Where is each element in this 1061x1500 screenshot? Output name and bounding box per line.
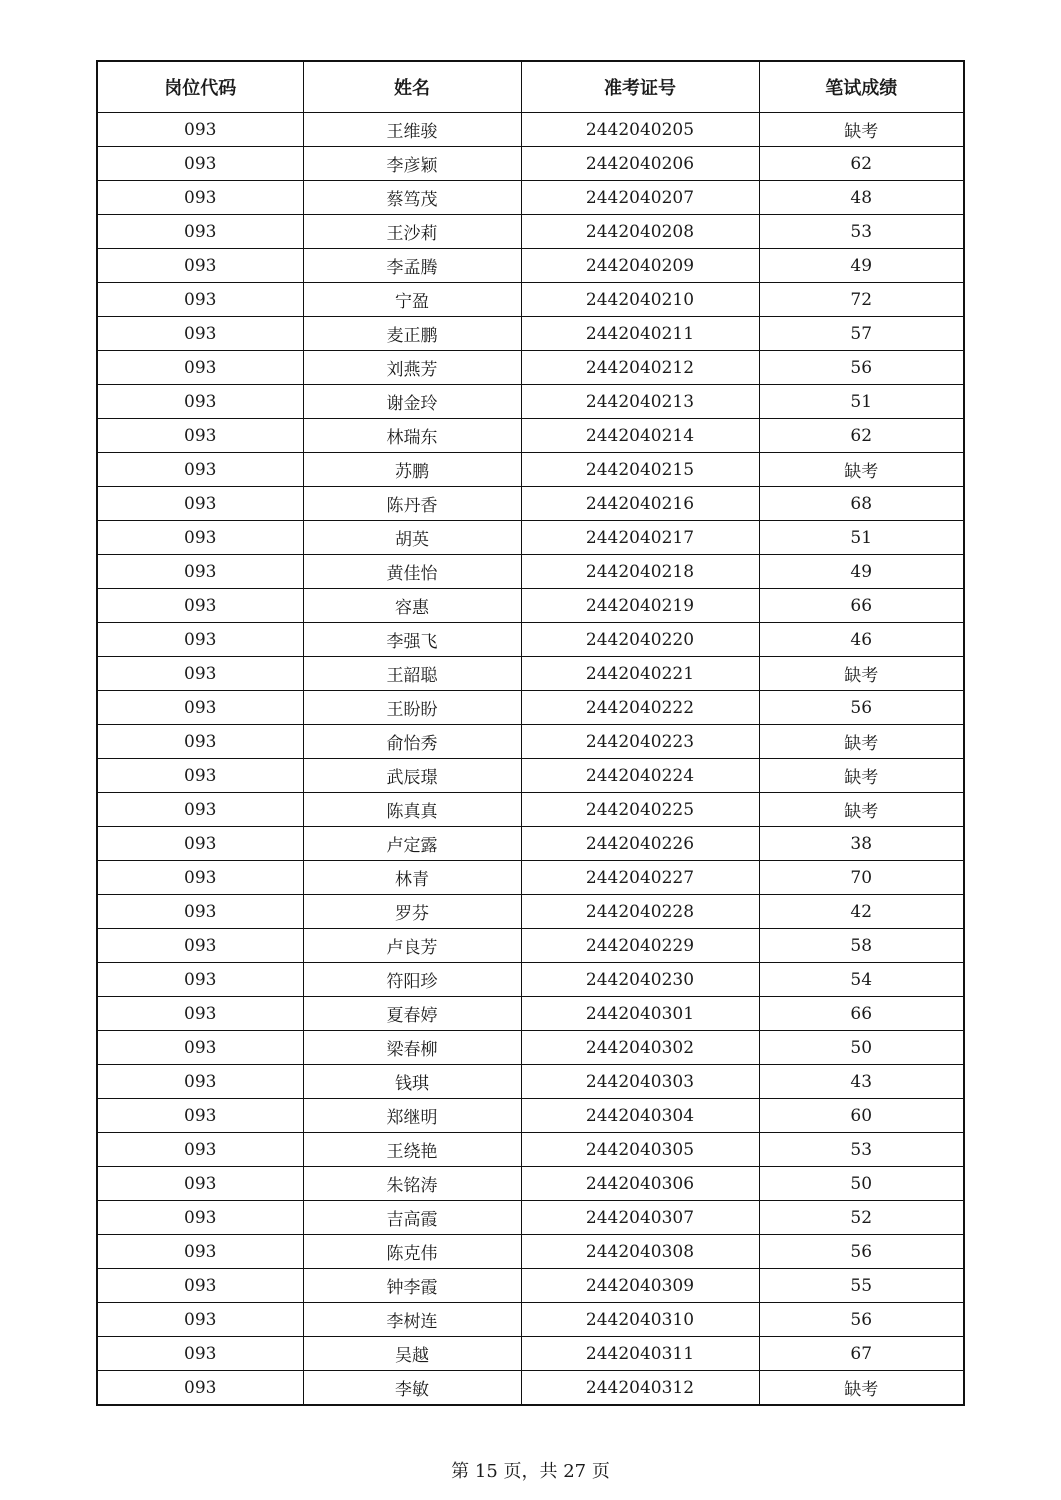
cell-name: 王沙莉 [303, 215, 521, 249]
cell-admission-number: 2442040310 [521, 1303, 759, 1337]
cell-position-code: 093 [97, 453, 303, 487]
cell-written-score: 66 [759, 997, 964, 1031]
table-row [97, 793, 964, 827]
cell-admission-number: 2442040229 [521, 929, 759, 963]
cell-admission-number: 2442040215 [521, 453, 759, 487]
table-row [97, 929, 964, 963]
cell-written-score: 38 [759, 827, 964, 861]
table-body [97, 113, 964, 1406]
cell-written-score: 50 [759, 1031, 964, 1065]
cell-admission-number: 2442040212 [521, 351, 759, 385]
cell-name: 夏春婷 [303, 997, 521, 1031]
table-row [97, 895, 964, 929]
table-row [97, 351, 964, 385]
cell-position-code: 093 [97, 1031, 303, 1065]
cell-position-code: 093 [97, 1099, 303, 1133]
cell-written-score: 51 [759, 385, 964, 419]
cell-position-code: 093 [97, 929, 303, 963]
cell-name: 麦正鹏 [303, 317, 521, 351]
cell-name: 陈克伟 [303, 1235, 521, 1269]
header-position-code: 岗位代码 [97, 61, 303, 113]
table-row [97, 249, 964, 283]
cell-position-code: 093 [97, 215, 303, 249]
cell-name: 卢良芳 [303, 929, 521, 963]
cell-position-code: 093 [97, 1337, 303, 1371]
cell-position-code: 093 [97, 759, 303, 793]
cell-written-score: 60 [759, 1099, 964, 1133]
cell-name: 容惠 [303, 589, 521, 623]
table-row [97, 317, 964, 351]
cell-admission-number: 2442040211 [521, 317, 759, 351]
cell-name: 陈真真 [303, 793, 521, 827]
cell-written-score: 53 [759, 1133, 964, 1167]
cell-position-code: 093 [97, 1371, 303, 1406]
cell-position-code: 093 [97, 861, 303, 895]
cell-position-code: 093 [97, 963, 303, 997]
cell-position-code: 093 [97, 827, 303, 861]
cell-name: 李敏 [303, 1371, 521, 1406]
cell-name: 李树连 [303, 1303, 521, 1337]
cell-written-score: 68 [759, 487, 964, 521]
cell-admission-number: 2442040220 [521, 623, 759, 657]
cell-written-score: 51 [759, 521, 964, 555]
cell-admission-number: 2442040209 [521, 249, 759, 283]
table-row [97, 521, 964, 555]
cell-written-score: 缺考 [759, 1371, 964, 1406]
cell-written-score: 72 [759, 283, 964, 317]
cell-admission-number: 2442040230 [521, 963, 759, 997]
cell-admission-number: 2442040205 [521, 113, 759, 147]
cell-admission-number: 2442040312 [521, 1371, 759, 1406]
cell-admission-number: 2442040214 [521, 419, 759, 453]
cell-name: 刘燕芳 [303, 351, 521, 385]
table-row [97, 1167, 964, 1201]
table-row [97, 113, 964, 147]
cell-name: 黄佳怡 [303, 555, 521, 589]
cell-position-code: 093 [97, 1133, 303, 1167]
cell-position-code: 093 [97, 1201, 303, 1235]
cell-written-score: 56 [759, 691, 964, 725]
cell-name: 符阳珍 [303, 963, 521, 997]
cell-position-code: 093 [97, 895, 303, 929]
cell-name: 苏鹏 [303, 453, 521, 487]
cell-admission-number: 2442040228 [521, 895, 759, 929]
cell-admission-number: 2442040218 [521, 555, 759, 589]
cell-admission-number: 2442040219 [521, 589, 759, 623]
cell-admission-number: 2442040213 [521, 385, 759, 419]
cell-admission-number: 2442040305 [521, 1133, 759, 1167]
cell-written-score: 49 [759, 555, 964, 589]
header-name: 姓名 [303, 61, 521, 113]
cell-written-score: 56 [759, 1235, 964, 1269]
table-row [97, 963, 964, 997]
table-row [97, 759, 964, 793]
cell-position-code: 093 [97, 555, 303, 589]
cell-name: 王维骏 [303, 113, 521, 147]
score-table [96, 60, 965, 1406]
cell-position-code: 093 [97, 419, 303, 453]
cell-name: 谢金玲 [303, 385, 521, 419]
table-row [97, 215, 964, 249]
cell-name: 宁盈 [303, 283, 521, 317]
cell-written-score: 缺考 [759, 725, 964, 759]
header-row [97, 61, 964, 113]
page-number: 第 15 页，共 27 页 [451, 1461, 610, 1482]
cell-admission-number: 2442040217 [521, 521, 759, 555]
cell-position-code: 093 [97, 657, 303, 691]
cell-written-score: 53 [759, 215, 964, 249]
table-row [97, 1235, 964, 1269]
table-row [97, 1201, 964, 1235]
cell-position-code: 093 [97, 1065, 303, 1099]
cell-position-code: 093 [97, 147, 303, 181]
cell-name: 俞怡秀 [303, 725, 521, 759]
cell-position-code: 093 [97, 283, 303, 317]
cell-admission-number: 2442040304 [521, 1099, 759, 1133]
cell-position-code: 093 [97, 521, 303, 555]
cell-admission-number: 2442040225 [521, 793, 759, 827]
table-row [97, 861, 964, 895]
table-row [97, 1133, 964, 1167]
cell-written-score: 46 [759, 623, 964, 657]
table-row [97, 623, 964, 657]
cell-written-score: 42 [759, 895, 964, 929]
cell-position-code: 093 [97, 691, 303, 725]
cell-admission-number: 2442040208 [521, 215, 759, 249]
cell-name: 钟李霞 [303, 1269, 521, 1303]
cell-name: 蔡笃茂 [303, 181, 521, 215]
table-row [97, 1099, 964, 1133]
cell-name: 罗芬 [303, 895, 521, 929]
table-row [97, 419, 964, 453]
cell-admission-number: 2442040210 [521, 283, 759, 317]
cell-admission-number: 2442040226 [521, 827, 759, 861]
table-row [97, 997, 964, 1031]
cell-written-score: 62 [759, 147, 964, 181]
cell-written-score: 56 [759, 1303, 964, 1337]
cell-name: 钱琪 [303, 1065, 521, 1099]
cell-written-score: 52 [759, 1201, 964, 1235]
cell-position-code: 093 [97, 351, 303, 385]
cell-written-score: 49 [759, 249, 964, 283]
table-row [97, 1065, 964, 1099]
cell-name: 吉高霞 [303, 1201, 521, 1235]
table-row [97, 725, 964, 759]
table-row [97, 1031, 964, 1065]
cell-written-score: 50 [759, 1167, 964, 1201]
cell-written-score: 43 [759, 1065, 964, 1099]
cell-admission-number: 2442040309 [521, 1269, 759, 1303]
cell-position-code: 093 [97, 317, 303, 351]
cell-written-score: 缺考 [759, 113, 964, 147]
cell-name: 王盼盼 [303, 691, 521, 725]
cell-admission-number: 2442040308 [521, 1235, 759, 1269]
cell-written-score: 缺考 [759, 793, 964, 827]
cell-written-score: 56 [759, 351, 964, 385]
cell-position-code: 093 [97, 1235, 303, 1269]
cell-written-score: 缺考 [759, 657, 964, 691]
cell-position-code: 093 [97, 725, 303, 759]
cell-name: 李强飞 [303, 623, 521, 657]
cell-written-score: 48 [759, 181, 964, 215]
cell-name: 李孟腾 [303, 249, 521, 283]
cell-admission-number: 2442040223 [521, 725, 759, 759]
cell-name: 吴越 [303, 1337, 521, 1371]
cell-position-code: 093 [97, 1167, 303, 1201]
cell-name: 林瑞东 [303, 419, 521, 453]
cell-name: 林青 [303, 861, 521, 895]
header-written-score: 笔试成绩 [759, 61, 964, 113]
cell-position-code: 093 [97, 997, 303, 1031]
cell-name: 朱铭涛 [303, 1167, 521, 1201]
table-row [97, 1303, 964, 1337]
cell-name: 王绕艳 [303, 1133, 521, 1167]
cell-position-code: 093 [97, 589, 303, 623]
cell-admission-number: 2442040307 [521, 1201, 759, 1235]
cell-written-score: 67 [759, 1337, 964, 1371]
cell-position-code: 093 [97, 1303, 303, 1337]
table-row [97, 283, 964, 317]
cell-name: 陈丹香 [303, 487, 521, 521]
cell-admission-number: 2442040222 [521, 691, 759, 725]
cell-written-score: 70 [759, 861, 964, 895]
table-row [97, 385, 964, 419]
cell-written-score: 62 [759, 419, 964, 453]
table-row [97, 181, 964, 215]
cell-written-score: 缺考 [759, 759, 964, 793]
cell-name: 武辰璟 [303, 759, 521, 793]
cell-admission-number: 2442040303 [521, 1065, 759, 1099]
cell-admission-number: 2442040216 [521, 487, 759, 521]
cell-position-code: 093 [97, 249, 303, 283]
cell-position-code: 093 [97, 623, 303, 657]
table-row [97, 657, 964, 691]
cell-position-code: 093 [97, 113, 303, 147]
cell-name: 梁春柳 [303, 1031, 521, 1065]
cell-written-score: 54 [759, 963, 964, 997]
cell-written-score: 58 [759, 929, 964, 963]
cell-admission-number: 2442040224 [521, 759, 759, 793]
cell-position-code: 093 [97, 385, 303, 419]
cell-written-score: 66 [759, 589, 964, 623]
cell-admission-number: 2442040206 [521, 147, 759, 181]
cell-position-code: 093 [97, 487, 303, 521]
cell-admission-number: 2442040227 [521, 861, 759, 895]
cell-name: 胡英 [303, 521, 521, 555]
cell-name: 郑继明 [303, 1099, 521, 1133]
header-admission-number: 准考证号 [521, 61, 759, 113]
cell-name: 王韶聪 [303, 657, 521, 691]
cell-position-code: 093 [97, 793, 303, 827]
table-row [97, 453, 964, 487]
cell-admission-number: 2442040301 [521, 997, 759, 1031]
table-row [97, 487, 964, 521]
table-row [97, 827, 964, 861]
cell-admission-number: 2442040306 [521, 1167, 759, 1201]
cell-name: 李彦颖 [303, 147, 521, 181]
table-row [97, 1337, 964, 1371]
cell-written-score: 缺考 [759, 453, 964, 487]
cell-position-code: 093 [97, 181, 303, 215]
table-row [97, 1371, 964, 1406]
table-row [97, 555, 964, 589]
cell-position-code: 093 [97, 1269, 303, 1303]
table-row [97, 147, 964, 181]
cell-admission-number: 2442040302 [521, 1031, 759, 1065]
table-row [97, 1269, 964, 1303]
cell-name: 卢定露 [303, 827, 521, 861]
cell-written-score: 55 [759, 1269, 964, 1303]
table-row [97, 589, 964, 623]
cell-admission-number: 2442040311 [521, 1337, 759, 1371]
table-row [97, 691, 964, 725]
cell-admission-number: 2442040207 [521, 181, 759, 215]
cell-written-score: 57 [759, 317, 964, 351]
cell-admission-number: 2442040221 [521, 657, 759, 691]
